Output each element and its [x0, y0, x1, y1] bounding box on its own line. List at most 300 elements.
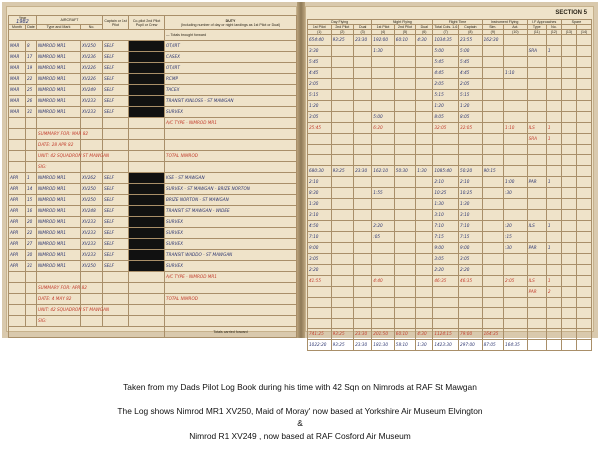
hours-cell	[546, 253, 561, 264]
cell-no: XV250	[81, 195, 103, 206]
cell-type: DATE: 4 MAY 82	[37, 294, 81, 305]
hours-cell	[576, 308, 591, 318]
cell-duty: TRANSIT KINLOSS - ST MAWGAN	[165, 96, 297, 107]
hours-row	[308, 209, 592, 220]
hours-cell	[331, 318, 354, 328]
hours-cell: 5:45	[433, 57, 459, 68]
hours-cell	[561, 46, 576, 57]
cell-captain: SELF	[103, 74, 129, 85]
cell-month	[9, 162, 26, 173]
redacted-crew-cell	[129, 63, 165, 74]
cell-no: XV233	[81, 96, 103, 107]
hours-cell	[416, 155, 433, 165]
hours-cell	[576, 123, 591, 134]
column-number: (1)	[308, 30, 332, 35]
cell-captain	[103, 140, 129, 151]
hours-cell: 5:15	[308, 90, 332, 101]
carried-forward-cell: 60:10	[394, 328, 415, 339]
hours-cell	[504, 57, 528, 68]
cell-captain	[103, 316, 129, 327]
cell-month	[9, 305, 26, 316]
cell-captain: SELF	[103, 184, 129, 195]
hours-cell	[331, 220, 354, 231]
hours-cell	[331, 253, 354, 264]
cell-duty: A/C TYPE - NIMROD MR1	[165, 272, 297, 283]
cell-type: NIMROD MR1	[37, 85, 81, 96]
hours-cell	[527, 187, 546, 198]
hours-cell	[394, 198, 415, 209]
hours-cell: 1	[546, 134, 561, 145]
cell-month: APR	[9, 195, 26, 206]
hours-row	[308, 220, 592, 231]
hours-cell	[354, 220, 372, 231]
caption-line-1: Taken from my Dads Pilot Log Book during his time with 42 Sqn on Nimrods at RAF St Mawgan	[123, 382, 477, 392]
hours-cell	[576, 101, 591, 112]
cell-captain: SELF	[103, 261, 129, 272]
cell-no: XV233	[81, 239, 103, 250]
hours-cell	[354, 101, 372, 112]
redacted-crew-cell	[129, 107, 165, 118]
hours-cell: 3:30	[308, 46, 332, 57]
hours-cell	[372, 308, 395, 318]
hours-cell	[394, 242, 415, 253]
cell-captain	[103, 129, 129, 140]
hours-cell	[561, 165, 576, 176]
hours-cell	[394, 275, 415, 286]
hours-cell	[354, 286, 372, 297]
hours-cell: 93:25	[331, 165, 354, 176]
hours-cell	[354, 112, 372, 123]
log-row	[9, 140, 297, 151]
hours-cell	[354, 209, 372, 220]
hours-cell: 2:20	[459, 264, 483, 275]
hours-cell	[416, 90, 433, 101]
cell-duty: SURVEX	[165, 261, 297, 272]
date-header: Date	[27, 25, 35, 29]
hours-cell	[482, 68, 503, 79]
column-subheader: 1st Pilot	[308, 25, 332, 30]
hours-cell	[394, 318, 415, 328]
hours-cell	[546, 209, 561, 220]
cell-captain: SELF	[103, 52, 129, 63]
carried-forward-cell	[527, 328, 546, 339]
hours-cell	[576, 220, 591, 231]
column-subheader: 1st Pilot	[372, 25, 395, 30]
hours-cell	[354, 176, 372, 187]
hours-cell: 3:10	[433, 209, 459, 220]
cell-no: XV233	[81, 250, 103, 261]
log-row	[9, 283, 297, 294]
hours-cell	[504, 79, 528, 90]
hours-cell: 1:30	[372, 46, 395, 57]
redacted-crew-cell	[129, 283, 165, 294]
brought-forward-cell	[504, 35, 528, 46]
hours-cell: 2:20	[433, 264, 459, 275]
carried-forward-cell: 1124:15	[433, 328, 459, 339]
grand-total-cell: 87:05	[482, 339, 503, 350]
carried-forward-cell	[576, 328, 591, 339]
hours-cell	[482, 253, 503, 264]
hours-cell	[561, 231, 576, 242]
caption-line-4: Nimrod R1 XV249 , now based at RAF Cosford Air Museum	[189, 431, 411, 441]
hours-cell	[576, 231, 591, 242]
hours-cell	[331, 264, 354, 275]
hours-cell	[561, 101, 576, 112]
hours-cell	[504, 297, 528, 307]
hours-cell: 8:30	[308, 187, 332, 198]
cell-captain	[103, 272, 129, 283]
hours-cell	[433, 308, 459, 318]
hours-cell: 1:10	[504, 123, 528, 134]
hours-cell	[527, 155, 546, 165]
hours-cell: 2:20	[308, 264, 332, 275]
cell-date: 27	[26, 239, 37, 250]
hours-cell: 4:50	[308, 220, 332, 231]
column-subheader: Sim.	[482, 25, 503, 30]
hours-cell	[372, 57, 395, 68]
hours-row	[308, 242, 592, 253]
hours-cell	[354, 68, 372, 79]
carried-forward-cell: 164:35	[482, 328, 503, 339]
hours-cell	[308, 145, 332, 155]
hours-cell	[482, 79, 503, 90]
hours-row	[308, 275, 592, 286]
hours-cell	[372, 198, 395, 209]
hours-cell: 50:30	[394, 165, 415, 176]
hours-cell	[482, 231, 503, 242]
grand-total-cell: 1022:20	[308, 339, 332, 350]
hours-cell: 46:35	[459, 275, 483, 286]
hours-cell	[394, 90, 415, 101]
hours-cell	[504, 264, 528, 275]
cell-month: MAR	[9, 52, 26, 63]
hours-row	[308, 79, 592, 90]
hours-cell	[416, 308, 433, 318]
hours-cell: :30	[504, 242, 528, 253]
hours-cell: SRA	[527, 134, 546, 145]
redacted-crew-cell	[129, 272, 165, 283]
hours-cell: 1:55	[372, 187, 395, 198]
redacted-crew-cell	[129, 316, 165, 327]
cell-date	[26, 140, 37, 151]
cell-duty: TACEX	[165, 85, 297, 96]
hours-cell: 90:15	[482, 165, 503, 176]
log-row	[9, 217, 297, 228]
log-row	[9, 63, 297, 74]
column-number: (13)	[561, 30, 576, 35]
hours-cell: 5:00	[459, 46, 483, 57]
carried-forward-cell: 23:30	[354, 328, 372, 339]
hours-cell	[546, 79, 561, 90]
redacted-crew-cell	[129, 129, 165, 140]
redacted-crew-cell	[129, 228, 165, 239]
redacted-crew-cell	[129, 217, 165, 228]
cell-date	[26, 151, 37, 162]
hours-cell	[576, 286, 591, 297]
hours-cell	[331, 308, 354, 318]
hours-cell	[331, 275, 354, 286]
hours-cell	[416, 318, 433, 328]
hours-cell	[576, 318, 591, 328]
log-row	[9, 294, 297, 305]
hours-cell	[561, 90, 576, 101]
hours-cell: 25:45	[308, 123, 332, 134]
hours-cell	[394, 209, 415, 220]
year-header: Year 1982	[9, 16, 37, 25]
hours-cell: 1	[546, 123, 561, 134]
hours-cell	[416, 57, 433, 68]
if-approaches-header: I.F Approaches	[527, 20, 561, 25]
hours-cell	[416, 220, 433, 231]
hours-cell: PAR	[527, 286, 546, 297]
log-row	[9, 118, 297, 129]
column-subheader: Dual	[354, 25, 372, 30]
redacted-crew-cell	[129, 206, 165, 217]
hours-cell	[527, 68, 546, 79]
hours-cell	[527, 264, 546, 275]
cell-no	[81, 118, 103, 129]
hours-cell	[482, 198, 503, 209]
hours-cell	[482, 187, 503, 198]
hours-cell	[482, 275, 503, 286]
log-row	[9, 206, 297, 217]
hours-cell	[372, 318, 395, 328]
hours-cell: 3:05	[308, 112, 332, 123]
hours-cell	[459, 145, 483, 155]
hours-cell	[416, 145, 433, 155]
hours-cell: 46:35	[433, 275, 459, 286]
brought-forward-cell: 93:25	[331, 35, 354, 46]
hours-cell: PAR	[527, 242, 546, 253]
cell-duty: TRANSIT ST MAWGAN - WIDEE	[165, 206, 297, 217]
cell-date	[26, 305, 37, 316]
hours-row	[308, 112, 592, 123]
hours-row	[308, 68, 592, 79]
hours-cell	[504, 253, 528, 264]
hours-cell	[416, 242, 433, 253]
cell-month: MAR	[9, 96, 26, 107]
hours-cell: 3:05	[308, 253, 332, 264]
cell-type: NIMROD MR1	[37, 261, 81, 272]
hours-cell	[561, 155, 576, 165]
hours-cell	[527, 145, 546, 155]
cell-type: UNIT: 42 SQUADRON ST MAWGAN	[37, 151, 81, 162]
hours-cell: PAR	[527, 176, 546, 187]
cell-duty: SURVEX	[165, 228, 297, 239]
cell-no: XV233	[81, 228, 103, 239]
right-log-table	[307, 19, 592, 351]
hours-cell: 8:05	[433, 112, 459, 123]
hours-cell	[561, 134, 576, 145]
redacted-crew-cell	[129, 85, 165, 96]
hours-cell	[394, 79, 415, 90]
no-header: No.	[81, 25, 103, 30]
aircraft-header: AIRCRAFT	[37, 16, 103, 25]
cell-no: XV250	[81, 261, 103, 272]
hours-cell	[504, 318, 528, 328]
hours-cell	[561, 242, 576, 253]
hours-row	[308, 46, 592, 57]
hours-cell: :05	[372, 231, 395, 242]
hours-cell	[372, 242, 395, 253]
hours-cell: 3:05	[433, 253, 459, 264]
instrument-flying-header: Instrument Flying	[482, 20, 527, 25]
cell-captain: SELF	[103, 250, 129, 261]
hours-cell	[576, 253, 591, 264]
hours-cell	[331, 68, 354, 79]
cell-captain	[103, 294, 129, 305]
hours-cell	[504, 155, 528, 165]
hours-cell	[354, 46, 372, 57]
hours-cell	[527, 231, 546, 242]
cell-captain: SELF	[103, 228, 129, 239]
hours-cell: 4:45	[308, 68, 332, 79]
hours-cell	[504, 165, 528, 176]
cell-date: 8	[26, 41, 37, 52]
carried-forward-cell: 741:25	[308, 328, 332, 339]
hours-cell	[561, 198, 576, 209]
brought-forward-cell	[546, 35, 561, 46]
hours-cell	[527, 209, 546, 220]
cell-captain	[103, 283, 129, 294]
hours-row	[308, 286, 592, 297]
cell-month: APR	[9, 239, 26, 250]
cell-month: APR	[9, 228, 26, 239]
hours-cell	[308, 308, 332, 318]
brought-forward-cell: 23:30	[354, 35, 372, 46]
cell-month: MAR	[9, 63, 26, 74]
hours-cell	[354, 253, 372, 264]
brought-forward-cell: 654:40	[308, 35, 332, 46]
hours-cell	[394, 253, 415, 264]
hours-cell: 5:00	[372, 112, 395, 123]
hours-cell	[331, 79, 354, 90]
cell-no: XV236	[81, 52, 103, 63]
brought-forward-cell: 1034:35	[433, 35, 459, 46]
cell-type: NIMROD MR1	[37, 52, 81, 63]
cell-duty: SURVEX - ST MAWGAN - BRIZE NORTON	[165, 184, 297, 195]
hours-cell	[372, 286, 395, 297]
hours-cell	[504, 209, 528, 220]
redacted-crew-cell	[129, 184, 165, 195]
hours-row	[308, 308, 592, 318]
cell-type: NIMROD MR1	[37, 107, 81, 118]
hours-cell: ILS	[527, 275, 546, 286]
cell-duty: TOTAL NIMROD	[165, 294, 297, 305]
cell-month: APR	[9, 173, 26, 184]
hours-cell	[331, 134, 354, 145]
hours-cell	[331, 46, 354, 57]
cell-no: XV233	[81, 217, 103, 228]
hours-cell	[561, 308, 576, 318]
flight-time-header: Flight Time	[433, 20, 482, 25]
cell-no	[81, 316, 103, 327]
hours-cell	[459, 308, 483, 318]
cell-captain: SELF	[103, 217, 129, 228]
hours-cell	[354, 145, 372, 155]
cell-duty	[165, 162, 297, 173]
column-subheader: Dual	[416, 25, 433, 30]
log-row	[9, 250, 297, 261]
hours-cell	[331, 176, 354, 187]
cell-month	[9, 316, 26, 327]
hours-cell	[561, 176, 576, 187]
caption-line-2: The Log shows Nimrod MR1 XV250, Maid of Moray' now based at Yorkshire Air Museum Elvington	[117, 406, 483, 416]
cell-type	[37, 272, 81, 283]
hours-cell: 5:45	[308, 57, 332, 68]
hours-row	[308, 198, 592, 209]
column-number: (10)	[504, 30, 528, 35]
cell-month: APR	[9, 184, 26, 195]
brought-forward-cell: 4:30	[416, 35, 433, 46]
carried-forward-cell	[561, 328, 576, 339]
hours-cell	[416, 198, 433, 209]
hours-cell	[576, 145, 591, 155]
hours-cell	[394, 123, 415, 134]
hours-cell	[354, 242, 372, 253]
log-row	[9, 228, 297, 239]
hours-cell: 5:15	[459, 90, 483, 101]
hours-cell	[354, 308, 372, 318]
column-number: (8)	[459, 30, 483, 35]
hours-cell	[546, 264, 561, 275]
cell-date: 20	[26, 217, 37, 228]
carried-forward-cell: 201:50	[372, 328, 395, 339]
cell-captain: SELF	[103, 96, 129, 107]
hours-row	[308, 264, 592, 275]
redacted-crew-cell	[129, 41, 165, 52]
hours-cell	[576, 46, 591, 57]
hours-row	[308, 90, 592, 101]
hours-cell	[546, 112, 561, 123]
cell-month: MAR	[9, 41, 26, 52]
cell-date: 17	[26, 52, 37, 63]
hours-cell	[546, 198, 561, 209]
hours-row	[308, 253, 592, 264]
hours-cell	[416, 176, 433, 187]
hours-cell: 680:30	[308, 165, 332, 176]
column-number: (5)	[394, 30, 415, 35]
hours-cell	[527, 297, 546, 307]
hours-cell: 3:10	[459, 209, 483, 220]
hours-cell	[394, 57, 415, 68]
redacted-crew-cell	[129, 195, 165, 206]
redacted-crew-cell	[129, 52, 165, 63]
cell-duty: OT/IRT	[165, 41, 297, 52]
hours-cell	[561, 145, 576, 155]
hours-row	[308, 297, 592, 307]
column-number: (6)	[416, 30, 433, 35]
column-number: (7)	[433, 30, 459, 35]
hours-cell	[416, 101, 433, 112]
hours-cell	[372, 297, 395, 307]
hours-cell	[331, 286, 354, 297]
hours-cell	[527, 57, 546, 68]
hours-cell	[482, 101, 503, 112]
hours-cell: 9:00	[308, 242, 332, 253]
hours-cell	[394, 145, 415, 155]
hours-cell	[372, 264, 395, 275]
hours-cell	[372, 145, 395, 155]
cell-no: XV233	[81, 107, 103, 118]
hours-cell	[394, 101, 415, 112]
hours-cell	[394, 187, 415, 198]
hours-cell	[372, 68, 395, 79]
hours-cell	[331, 112, 354, 123]
cell-duty: BRIZE NORTON - ST MAWGAN	[165, 195, 297, 206]
cell-date: 15	[26, 195, 37, 206]
hours-cell	[482, 123, 503, 134]
